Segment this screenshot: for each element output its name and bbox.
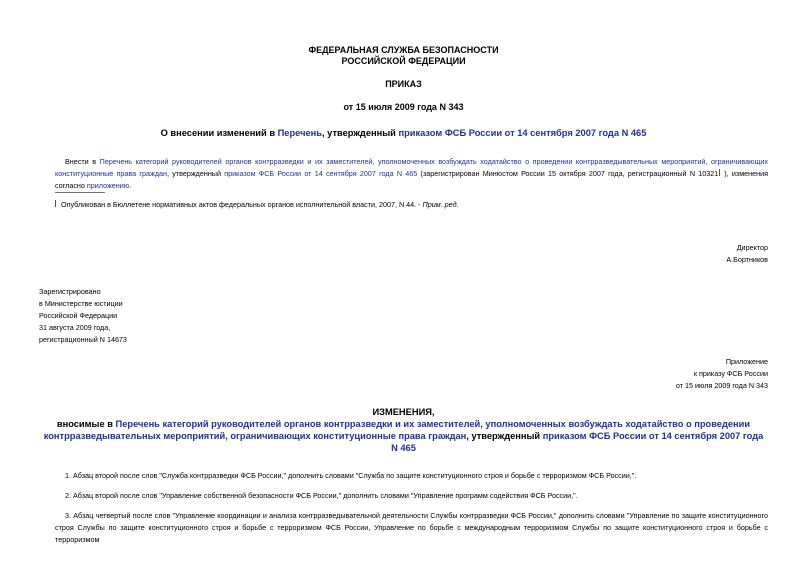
appendix-line1: Приложение — [725, 357, 768, 366]
appendix-line2: к приказу ФСБ России — [693, 369, 768, 378]
registration-line5: регистрационный N 14673 — [39, 335, 127, 344]
footnote-text: Опубликован в Бюллетене нормативных актов федеральных органов исполнительной власти, 2007, N 44. - — [61, 200, 423, 209]
doc-date-number: от 15 июля 2009 года N 343 — [343, 102, 464, 112]
link-order-changes[interactable]: приказом ФСБ России от 14 сентября 2007 года N 465 — [391, 431, 764, 453]
footnote — [55, 199, 755, 211]
appendix-header — [560, 356, 768, 392]
changes-middle: , утвержденный — [466, 431, 543, 441]
link-order-title[interactable]: приказом ФСБ России от 14 сентября 2007 года N 465 — [398, 128, 647, 138]
signature-name: А.Бортников — [726, 255, 768, 264]
changes-title: ИЗМЕНЕНИЯ, — [372, 407, 435, 417]
title-prefix: О внесении изменений в — [160, 128, 278, 138]
title-middle: , утвержденный — [322, 128, 399, 138]
intro-text: Внести в — [65, 157, 100, 166]
intro-after-list: , утвержденный — [167, 169, 225, 178]
footnote-italic: Прим. ред. — [422, 200, 459, 209]
footnote-marker-icon — [55, 200, 59, 207]
list-item-2: 2. Абзац второй после слов "Управление собственной безопасности ФСБ России," дополнить словами "Управление программ содействия ФСБ России,". — [65, 491, 578, 500]
registration-block — [39, 286, 239, 346]
doc-type: ПРИКАЗ — [385, 79, 422, 89]
link-list-intro[interactable]: Перечень категорий руководителей органов контрразведки и их заместителей, уполномоченных возбуждать ходатайство о проведении контрразведывательных мероприятий, ограничивающих конституционные права граждан — [55, 157, 768, 178]
intro-after-note: ), изменения согласно — [55, 169, 768, 190]
list-item-1: 1. Абзац второй после слов "Служба контрразведки ФСБ России," дополнить словами "Служба по защите конституционного строя и борьбе с терроризмом ФСБ России,". — [65, 471, 637, 480]
link-list-changes[interactable]: Перечень категорий руководителей органов контрразведки и их заместителей, уполномоченных возбуждать ходатайство о проведении контрразведывательных мероприятий, ограничивающих конституционные права граждан — [43, 419, 751, 441]
link-list-title[interactable]: Перечень — [277, 128, 322, 138]
registration-note: (зарегистрирован Минюстом России 15 октября 2007 года, регистрационный N 10321 — [417, 169, 719, 178]
registration-line4: 31 августа 2009 года, — [39, 323, 111, 332]
link-order-intro[interactable]: приказом ФСБ России от 14 сентября 2007 года N 465 — [224, 169, 418, 178]
registration-line2: в Министерстве юстиции — [39, 299, 123, 308]
registration-line3: Российской Федерации — [39, 311, 118, 320]
link-appendix[interactable]: приложению — [86, 181, 130, 190]
agency-name-line2: РОССИЙСКОЙ ФЕДЕРАЦИИ — [341, 56, 466, 66]
intro-end: . — [129, 181, 132, 190]
list-item-3: 3. Абзац четвертый после слов "Управление координации и анализа контрразведывательной деятельности Службы контрразведки ФСБ России," дополнить словами "Управление по защите конституционного строя Службы по защите конституционного строя и борьбе с терроризмом ФСБ России, Управление по борьбе с международным терроризмом Службы по защите конституционного строя и борьбе с терроризмом — [55, 511, 768, 544]
changes-subtitle — [40, 418, 767, 454]
intro-paragraph — [55, 156, 768, 192]
registration-line1: Зарегистрировано — [39, 287, 101, 296]
footnote-divider — [55, 192, 105, 193]
signature-position: Директор — [736, 243, 768, 252]
changes-prefix: вносимые в — [56, 419, 116, 429]
document-title — [0, 127, 807, 139]
agency-name-line1: ФЕДЕРАЛЬНАЯ СЛУЖБА БЕЗОПАСНОСТИ — [308, 45, 499, 55]
appendix-line3: от 15 июля 2009 года N 343 — [675, 381, 768, 390]
